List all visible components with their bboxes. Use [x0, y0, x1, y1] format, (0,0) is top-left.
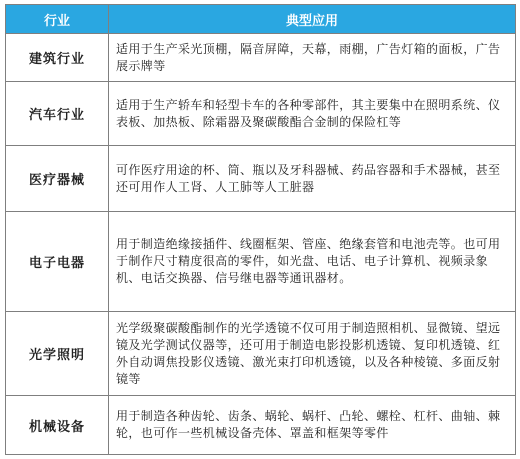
table-row [6, 82, 516, 146]
industry-cell: 光学照明 [6, 312, 109, 396]
industry-cell: 建筑行业 [6, 34, 109, 82]
table-row [6, 212, 516, 312]
header-application: 典型应用 [109, 5, 516, 34]
table-header-row [6, 5, 516, 34]
table-row [6, 312, 516, 396]
application-cell: 光学级聚碳酸酯制作的光学透镜不仅可用于制造照相机、显微镜、望远镜及光学测试仪器等，还可用于制造电影投影机透镜、复印机透镜、红外自动调焦投影仪透镜、激光束打印机透镜，以及各种棱镜、多面反射镜等 [109, 312, 516, 396]
application-cell: 适用于生产轿车和轻型卡车的各种零部件，其主要集中在照明系统、仪表板、加热板、除霜器及聚碳酸酯合金制的保险杠等 [109, 82, 516, 146]
industry-cell: 汽车行业 [6, 82, 109, 146]
application-cell: 可作医疗用途的杯、筒、瓶以及牙科器械、药品容器和手术器械，甚至还可用作人工肾、人工肺等人工脏器 [109, 146, 516, 212]
industry-cell: 医疗器械 [6, 146, 109, 212]
application-cell: 用于制造绝缘接插件、线圈框架、管座、绝缘套管和电池壳等。也可用于制作尺寸精度很高的零件，如光盘、电话、电子计算机、视频录象机、电话交换器、信号继电器等通讯器材。 [109, 212, 516, 312]
industry-cell: 电子电器 [6, 212, 109, 312]
applications-table [5, 4, 516, 455]
header-industry: 行业 [6, 5, 109, 34]
application-cell: 用于制造各种齿轮、齿条、蜗轮、蜗杆、凸轮、螺栓、杠杆、曲轴、棘轮，也可作一些机械设备壳体、罩盖和框架等零件 [109, 396, 516, 455]
table-row [6, 34, 516, 82]
table-row [6, 146, 516, 212]
table-row [6, 396, 516, 455]
application-cell: 适用于生产采光顶棚，隔音屏障，天幕，雨棚，广告灯箱的面板，广告展示牌等 [109, 34, 516, 82]
industry-cell: 机械设备 [6, 396, 109, 455]
